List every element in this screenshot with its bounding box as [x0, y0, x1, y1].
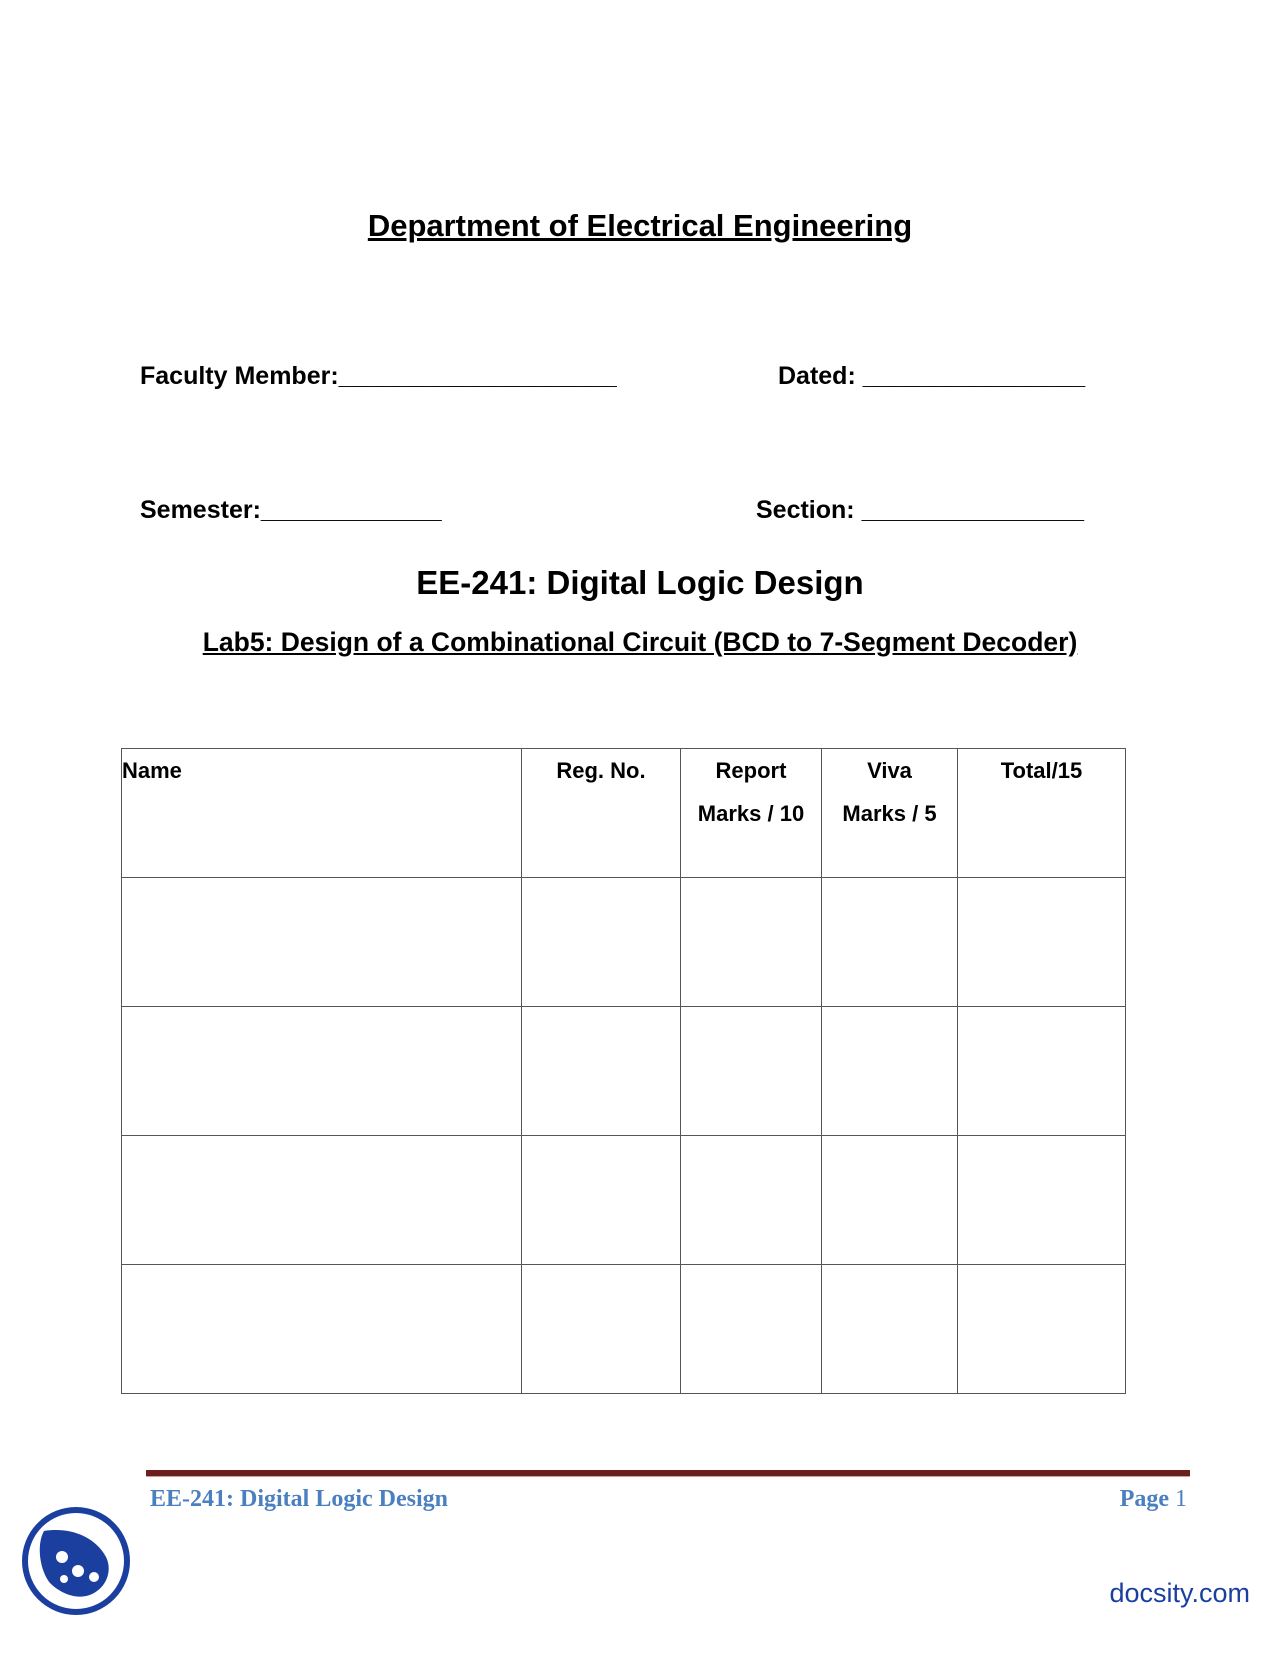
- reg-no-cell: [522, 878, 681, 1007]
- dated-field: Dated: ________________: [778, 362, 1086, 390]
- total-cell: [958, 1007, 1126, 1136]
- semester-field: Semester:_____________: [140, 496, 442, 524]
- table-row: [122, 878, 1126, 1007]
- table-row: [122, 1007, 1126, 1136]
- docsity-logo-icon[interactable]: [20, 1505, 132, 1617]
- viva-marks-cell: [822, 1007, 958, 1136]
- total-cell: [958, 878, 1126, 1007]
- name-cell: [122, 878, 522, 1007]
- table-row: [122, 1265, 1126, 1394]
- section-field: Section: ________________: [756, 496, 1085, 524]
- page-number: 1: [1175, 1486, 1187, 1512]
- column-header-name: Name: [122, 749, 522, 878]
- viva-marks-cell: [822, 1136, 958, 1265]
- reg-no-cell: [522, 1007, 681, 1136]
- report-marks-cell: [681, 1136, 822, 1265]
- column-header-reg-no: Reg. No.: [522, 749, 681, 878]
- total-cell: [958, 1265, 1126, 1394]
- name-cell: [122, 1136, 522, 1265]
- reg-no-cell: [522, 1136, 681, 1265]
- report-marks-cell: [681, 1007, 822, 1136]
- column-header-viva-marks: Viva Marks / 5: [822, 749, 958, 878]
- table-row: [122, 1136, 1126, 1265]
- grade-table-header-row: [122, 749, 1126, 878]
- footer-divider: [146, 1470, 1190, 1477]
- course-title: EE-241: Digital Logic Design: [416, 564, 864, 601]
- column-header-total: Total/15: [958, 749, 1126, 878]
- report-marks-cell: [681, 1265, 822, 1394]
- column-header-report-marks: Report Marks / 10: [681, 749, 822, 878]
- footer-course-title: EE-241: Digital Logic Design: [150, 1486, 448, 1512]
- docsity-site-link[interactable]: docsity.com: [1109, 1578, 1250, 1608]
- name-cell: [122, 1007, 522, 1136]
- total-cell: [958, 1136, 1126, 1265]
- reg-no-cell: [522, 1265, 681, 1394]
- report-marks-cell: [681, 878, 822, 1007]
- viva-marks-cell: [822, 1265, 958, 1394]
- faculty-member-field: Faculty Member:____________________: [140, 362, 617, 390]
- name-cell: [122, 1265, 522, 1394]
- viva-marks-cell: [822, 878, 958, 1007]
- page-label: Page: [1119, 1486, 1169, 1512]
- grade-table: [121, 748, 1126, 1394]
- lab-title: Lab5: Design of a Combinational Circuit (BCD to 7-Segment Decoder): [202, 627, 1078, 657]
- department-heading: Department of Electrical Engineering: [367, 208, 913, 243]
- footer-page-number: [1120, 1486, 1187, 1513]
